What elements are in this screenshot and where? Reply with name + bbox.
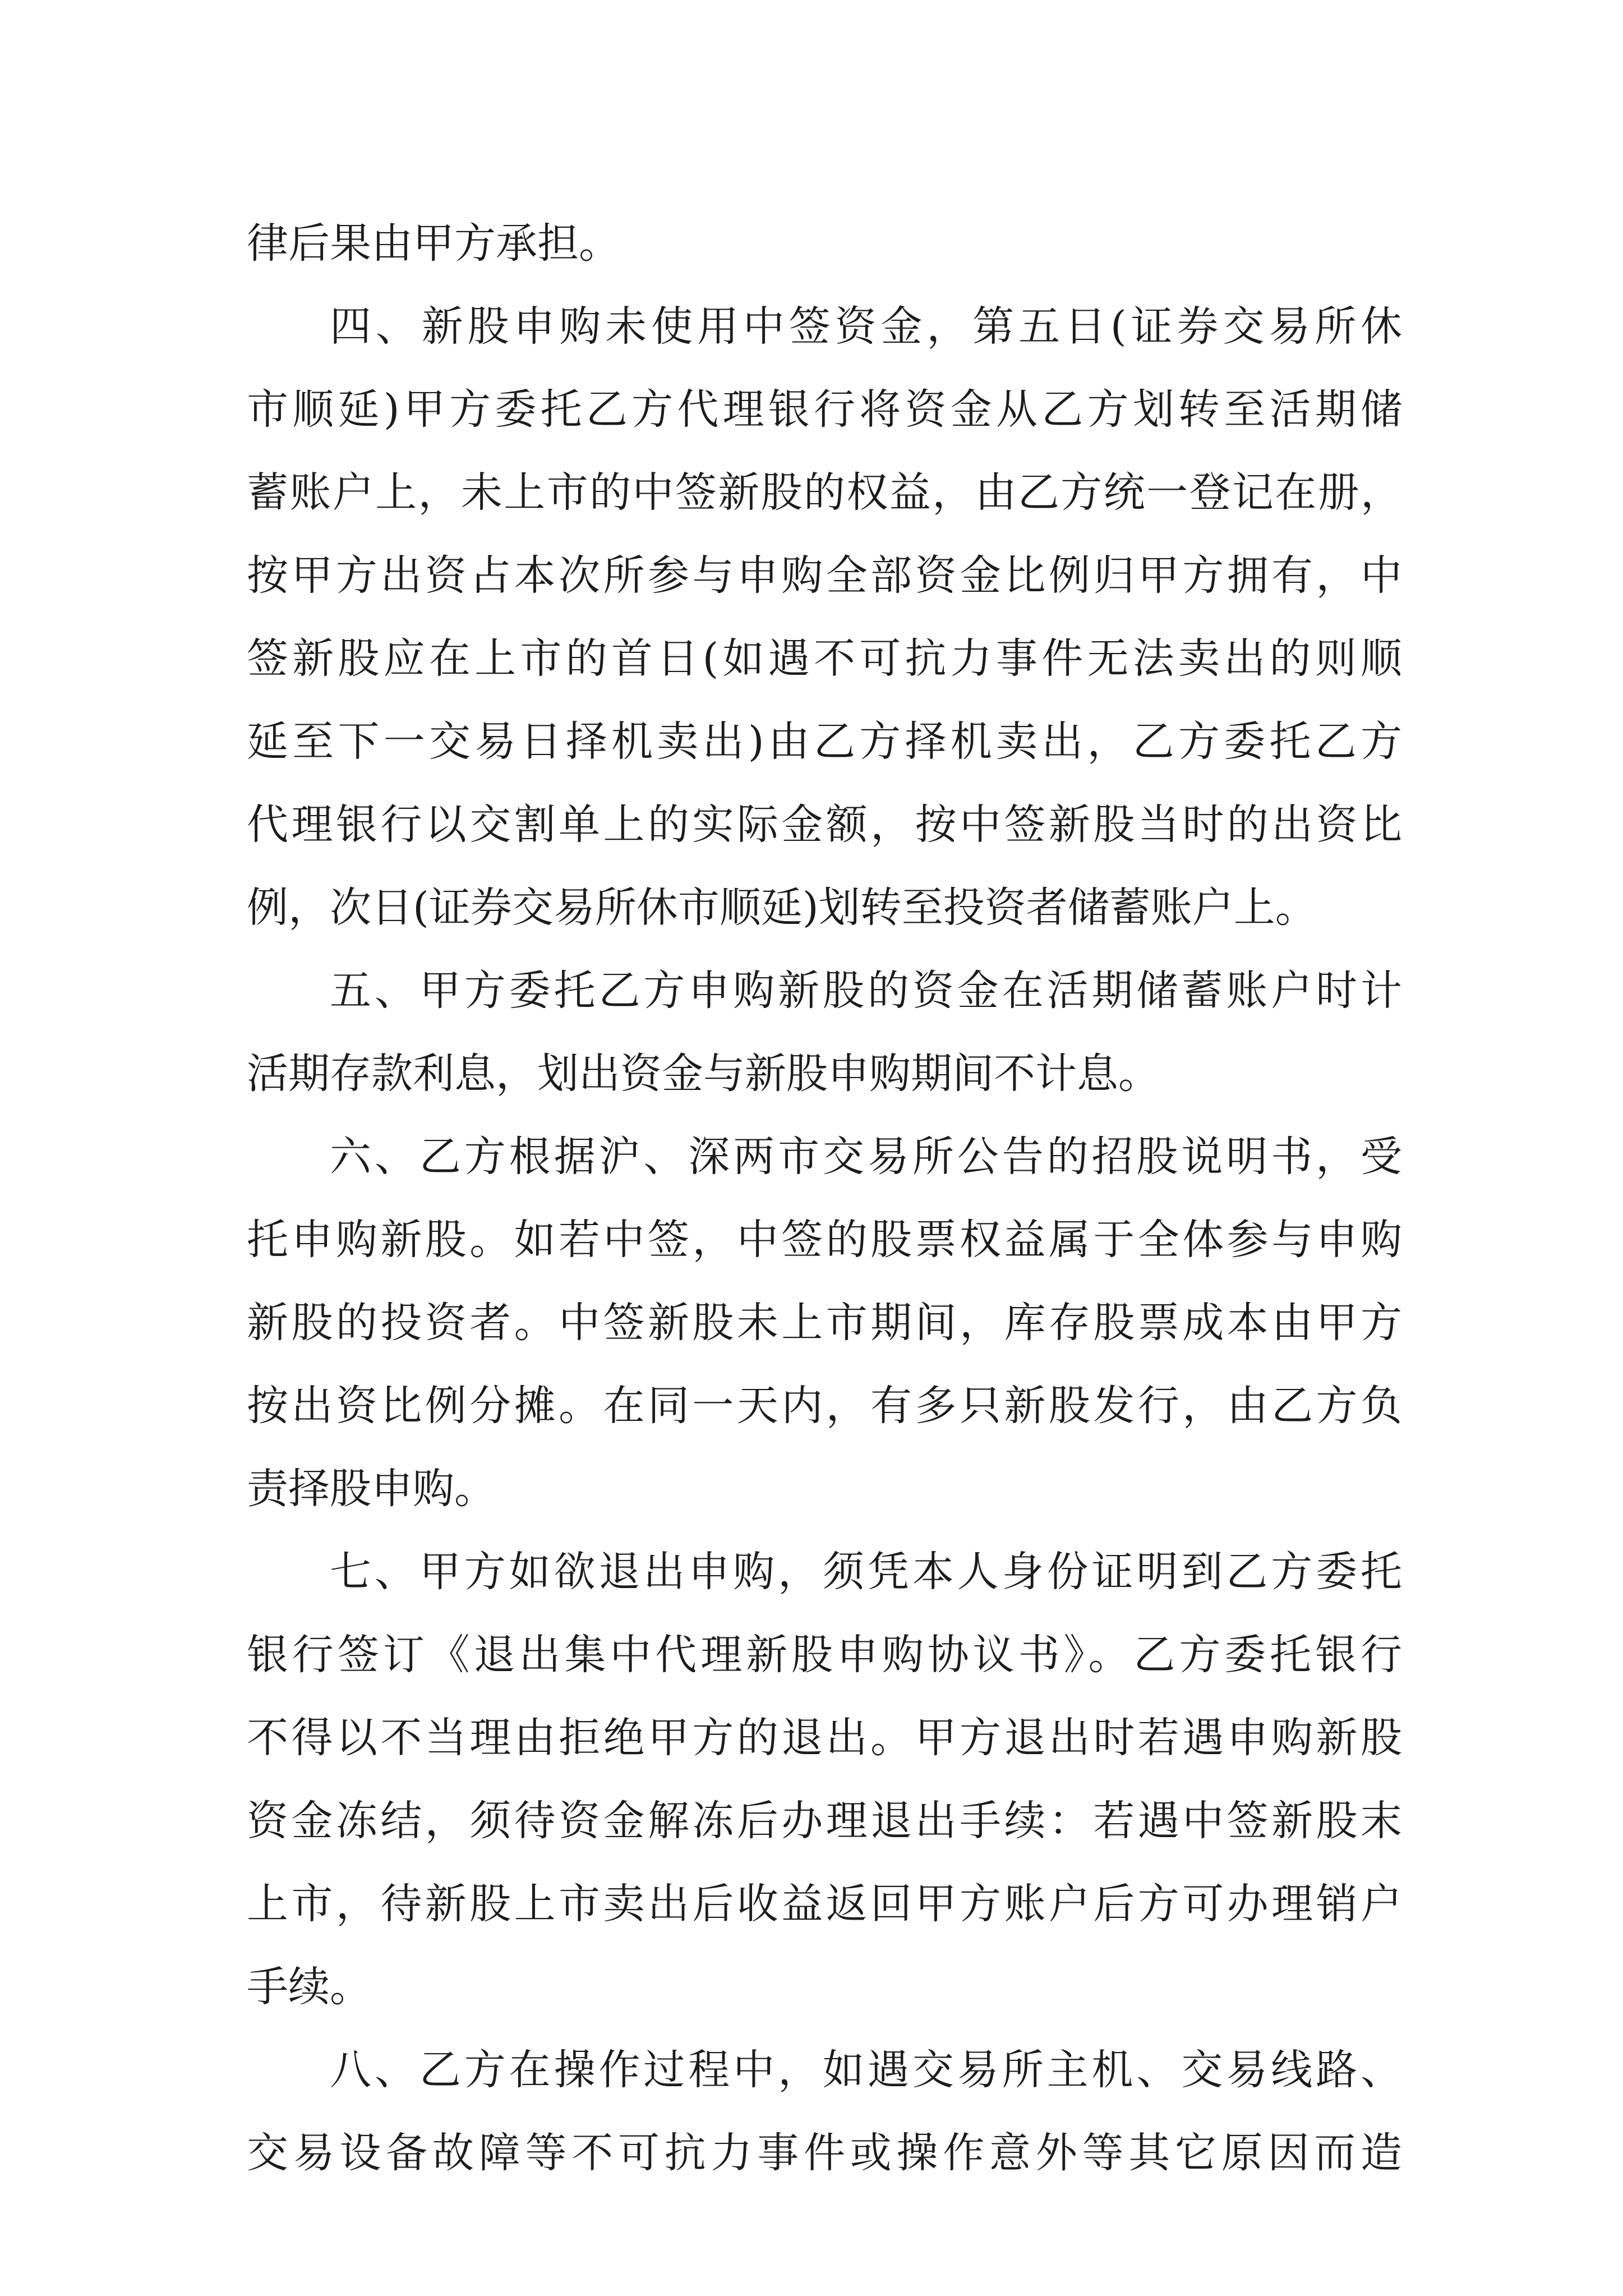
- text-line: 资金冻结，须待资金解冻后办理退出手续：若遇中签新股末: [247, 1797, 1402, 1845]
- text-line: 例，次日(证券交易所休市顺延)划转至投资者储蓄账户上。: [247, 884, 1317, 932]
- document-body: [247, 202, 1402, 2194]
- text-line: 五、甲方委托乙方申购新股的资金在活期储蓄账户时计: [330, 967, 1402, 1015]
- text-line: 律后果由甲方承担。: [247, 219, 620, 268]
- text-line: 六、乙方根据沪、深两市交易所公告的招股说明书，受: [330, 1133, 1402, 1181]
- text-line: 四、新股申购未使用中签资金，第五日(证券交易所休: [330, 302, 1402, 351]
- text-line: 不得以不当理由拒绝甲方的退出。甲方退出时若遇申购新股: [247, 1714, 1402, 1762]
- text-line: 活期存款利息，划出资金与新股申购期间不计息。: [247, 1050, 1160, 1098]
- text-line: 市顺延)甲方委托乙方代理银行将资金从乙方划转至活期储: [247, 385, 1402, 434]
- text-line: 七、甲方如欲退出申购，须凭本人身份证明到乙方委托: [330, 1548, 1402, 1596]
- text-line: 蓄账户上，未上市的中签新股的权益，由乙方统一登记在册，: [247, 468, 1402, 517]
- text-line: 延至下一交易日择机卖出)由乙方择机卖出，乙方委托乙方: [247, 717, 1402, 766]
- text-line: 交易设备故障等不可抗力事件或操作意外等其它原因而造: [247, 2129, 1402, 2177]
- text-line: 手续。: [247, 1963, 371, 2011]
- text-line: 签新股应在上市的首日(如遇不可抗力事件无法卖出的则顺: [247, 634, 1402, 683]
- text-line: 八、乙方在操作过程中，如遇交易所主机、交易线路、: [330, 2046, 1402, 2094]
- text-line: 托申购新股。如若中签，中签的股票权益属于全体参与申购: [247, 1216, 1402, 1264]
- text-line: 按出资比例分摊。在同一天内，有多只新股发行，由乙方负: [247, 1382, 1402, 1430]
- text-line: 按甲方出资占本次所参与申购全部资金比例归甲方拥有，中: [247, 551, 1402, 600]
- text-line: 代理银行以交割单上的实际金额，按中签新股当时的出资比: [247, 800, 1402, 849]
- text-line: 新股的投资者。中签新股未上市期间，库存股票成本由甲方: [247, 1299, 1402, 1347]
- text-line: 上市，待新股上市卖出后收益返回甲方账户后方可办理销户: [247, 1880, 1402, 1928]
- text-line: 银行签订《退出集中代理新股申购协议书》。乙方委托银行: [247, 1631, 1402, 1679]
- text-line: 责择股申购。: [247, 1465, 496, 1513]
